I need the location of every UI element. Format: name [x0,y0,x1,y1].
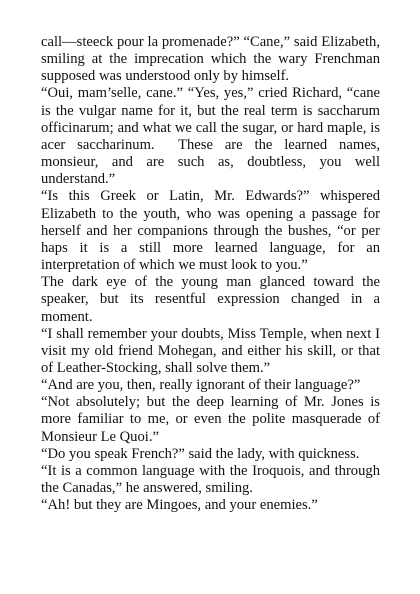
paragraph: The dark eye of the young man glanced toward the speaker, but its resentful expression changed in a moment. [41,274,380,325]
paragraph: “Do you speak French?” said the lady, with quickness. [41,445,360,462]
paragraph: “I shall remember your doubts, Miss Temple, when next I visit my old friend Mohegan, and either his skill, or that of Leather-Stocking, shall solve them.” [41,325,380,376]
paragraph: call—steeck pour la promenade?” “Cane,” said Elizabeth, smiling at the imprecation which the wary Frenchman supposed was understood only by himself. [41,34,380,85]
paragraph: “It is a common language with the Iroquois, and through the Canadas,” he answered, smiling. [41,462,380,497]
page-text [41,34,380,514]
paragraph: “Not absolutely; but the deep learning of Mr. Jones is more familiar to me, or even the polite masquerade of Monsieur Le Quoi.” [41,394,380,445]
paragraph: “Ah! but they are Mingoes, and your enemies.” [41,497,318,514]
paragraph: “And are you, then, really ignorant of their language?” [41,377,361,394]
paragraph: “Is this Greek or Latin, Mr. Edwards?” whispered Elizabeth to the youth, who was opening a passage for herself and her companions through the bushes, “or per haps it is a still more learned language, for an interpretation of which we must look to you.” [41,188,380,274]
paragraph: “Oui, mam’selle, cane.” “Yes, yes,” cried Richard, “cane is the vulgar name for it, but the real term is saccharum officinarum; and what we call the sugar, or hard maple, is acer saccharinum. These are the learned names, monsieur, and are such as, doubtless, you well understand.” [41,85,380,188]
